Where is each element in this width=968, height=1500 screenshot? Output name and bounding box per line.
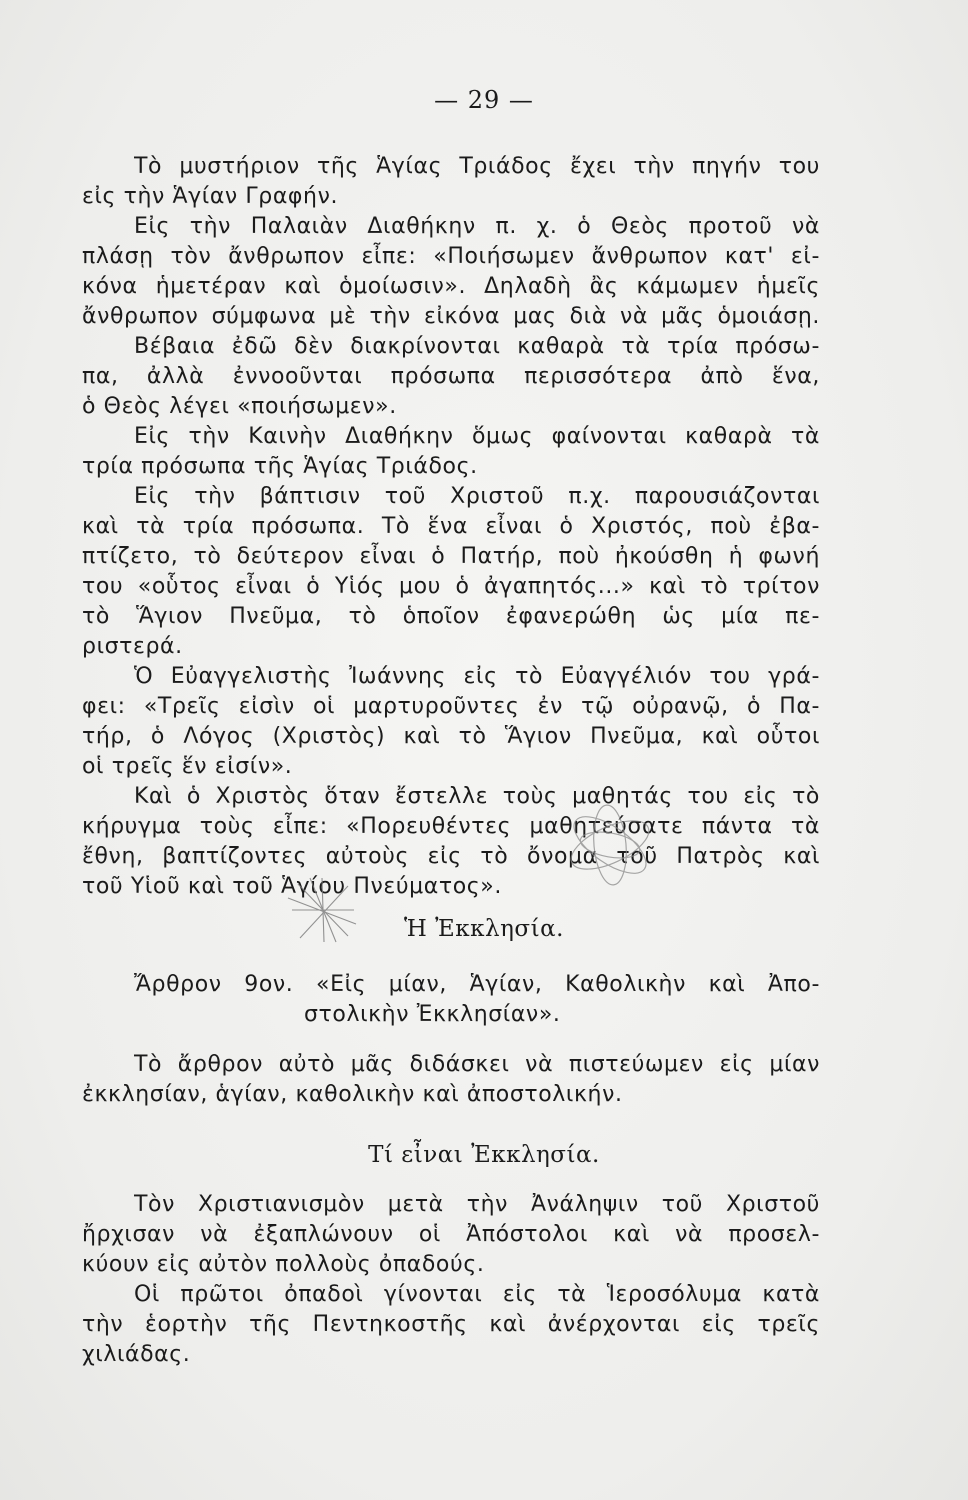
article-line-2: στολικὴν Ἐκκλησίαν». bbox=[304, 1002, 561, 1027]
paragraph-3-line-1: Βέβαια ἐδῶ δὲν διακρίνονται καθαρὰ τὰ τρία πρόσω- bbox=[134, 334, 820, 359]
paragraph-10-line-1: Οἱ πρῶτοι ὀπαδοὶ γίνονται εἰς τὰ Ἱεροσόλυμα κατὰ bbox=[134, 1282, 820, 1307]
paragraph-4-line-2: τρία πρόσωπα τῆς Ἁγίας Τριάδος. bbox=[82, 454, 478, 479]
paragraph-7-line-3: ἔθνη, βαπτίζοντες αὐτοὺς εἰς τὸ ὄνομα τοῦ Πατρὸς καὶ bbox=[82, 844, 820, 869]
paragraph-5-line-6: ριστερά. bbox=[82, 634, 183, 659]
paragraph-2-line-3: κόνα ἡμετέραν καὶ ὁμοίωσιν». Δηλαδὴ ἂς κάμωμεν ἡμεῖς bbox=[82, 274, 820, 299]
paragraph-4-line-1: Εἰς τὴν Καινὴν Διαθήκην ὅμως φαίνονται καθαρὰ τὰ bbox=[134, 424, 820, 449]
paragraph-5-line-5: τὸ Ἅγιον Πνεῦμα, τὸ ὁποῖον ἐφανερώθη ὡς μία πε- bbox=[82, 604, 820, 629]
paragraph-2-line-2: πλάσῃ τὸν ἄνθρωπον εἶπε: «Ποιήσωμεν ἄνθρωπον κατ' εἰ- bbox=[82, 244, 820, 269]
paragraph-2-line-1: Εἰς τὴν Παλαιὰν Διαθήκην π. χ. ὁ Θεὸς προτοῦ νὰ bbox=[134, 214, 820, 239]
paragraph-5-line-2: καὶ τὰ τρία πρόσωπα. Τὸ ἕνα εἶναι ὁ Χριστός, ποὺ ἐβα- bbox=[82, 514, 820, 539]
paragraph-10-line-3: χιλιάδας. bbox=[82, 1342, 191, 1367]
paragraph-6-line-3: τήρ, ὁ Λόγος (Χριστὸς) καὶ τὸ Ἅγιον Πνεῦμα, καὶ οὗτοι bbox=[82, 724, 820, 749]
page-number: — 29 — bbox=[434, 86, 534, 114]
paragraph-1-line-2: εἰς τὴν Ἁγίαν Γραφήν. bbox=[82, 184, 339, 209]
paragraph-7-line-2: κήρυγμα τοὺς εἶπε: «Πορευθέντες μαθητεύσατε πάντα τὰ bbox=[82, 814, 820, 839]
paragraph-10-line-2: τὴν ἑορτὴν τῆς Πεντηκοστῆς καὶ ἀνέρχονται εἰς τρεῖς bbox=[82, 1312, 820, 1337]
paragraph-7-line-4: τοῦ Υἱοῦ καὶ τοῦ Ἁγίου Πνεύματος». bbox=[82, 874, 502, 899]
paragraph-7-line-1: Καὶ ὁ Χριστὸς ὅταν ἔστελλε τοὺς μαθητάς του εἰς τὸ bbox=[134, 784, 820, 809]
paragraph-3-line-3: ὁ Θεὸς λέγει «ποιήσωμεν». bbox=[82, 394, 397, 419]
paragraph-1-line-1: Τὸ μυστήριον τῆς Ἁγίας Τριάδος ἔχει τὴν πηγήν του bbox=[134, 154, 820, 179]
section-heading-church: Ἡ Ἐκκλησία. bbox=[404, 916, 564, 942]
section-heading-what-is-church: Τί εἶναι Ἐκκλησία. bbox=[368, 1142, 600, 1168]
paragraph-9-line-2: ἤρχισαν νὰ ἐξαπλώνουν οἱ Ἀπόστολοι καὶ νὰ προσελ- bbox=[82, 1222, 820, 1247]
paragraph-6-line-4: οἱ τρεῖς ἕν εἰσίν». bbox=[82, 754, 293, 779]
paragraph-5-line-4: του «οὗτος εἶναι ὁ Υἱός μου ὁ ἀγαπητός...» καὶ τὸ τρίτον bbox=[82, 574, 820, 599]
paragraph-9-line-1: Τὸν Χριστιανισμὸν μετὰ τὴν Ἀνάληψιν τοῦ Χριστοῦ bbox=[134, 1192, 820, 1217]
paragraph-5-line-3: πτίζετο, τὸ δεύτερον εἶναι ὁ Πατήρ, ποὺ ἠκούσθη ἡ φωνή bbox=[82, 544, 820, 569]
article-line-1: Ἄρθρον 9ον. «Εἰς μίαν, Ἁγίαν, Καθολικὴν καὶ Ἀπο- bbox=[134, 972, 820, 997]
paragraph-3-line-2: πα, ἀλλὰ ἐννοοῦνται πρόσωπα περισσότερα ἀπὸ ἕνα, bbox=[82, 364, 820, 389]
paragraph-9-line-3: κύουν εἰς αὐτὸν πολλοὺς ὀπαδούς. bbox=[82, 1252, 485, 1277]
paragraph-5-line-1: Εἰς τὴν βάπτισιν τοῦ Χριστοῦ π.χ. παρουσιάζονται bbox=[134, 484, 820, 509]
paragraph-6-line-2: φει: «Τρεῖς εἰσὶν οἱ μαρτυροῦντες ἐν τῷ οὐρανῷ, ὁ Πα- bbox=[82, 694, 820, 719]
paragraph-8-line-2: ἐκκλησίαν, ἁγίαν, καθολικὴν καὶ ἀποστολικήν. bbox=[82, 1082, 623, 1107]
paragraph-2-line-4: ἄνθρωπον σύμφωνα μὲ τὴν εἰκόνα μας διὰ νὰ μᾶς ὁμοιάσῃ. bbox=[82, 304, 820, 329]
paragraph-8-line-1: Τὸ ἄρθρον αὐτὸ μᾶς διδάσκει νὰ πιστεύωμεν εἰς μίαν bbox=[134, 1052, 820, 1077]
paragraph-6-line-1: Ὁ Εὐαγγελιστὴς Ἰωάννης εἰς τὸ Εὐαγγέλιόν του γρά- bbox=[134, 664, 820, 689]
